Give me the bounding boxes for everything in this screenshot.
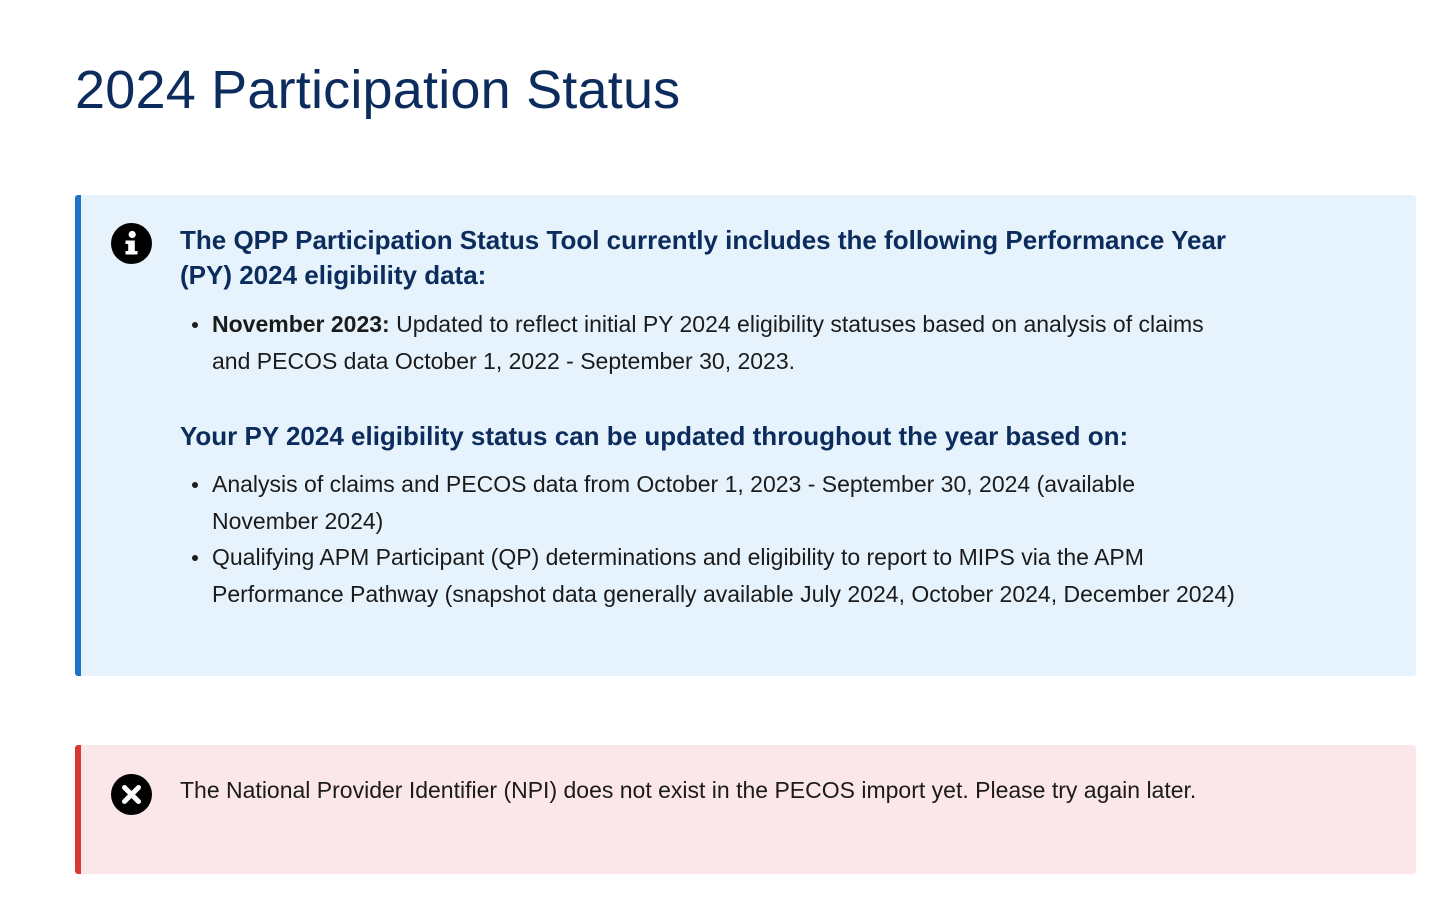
info-alert (75, 195, 1416, 676)
info-alert-subheading: Your PY 2024 eligibility status can be updated throughout the year based on: (180, 421, 1129, 451)
info-alert-heading: The QPP Participation Status Tool currently includes the following Performance Year (PY) 2024 eligibility data: (180, 225, 1227, 290)
list-item: Analysis of claims and PECOS data from October 1, 2023 - September 30, 2024 (available November 2024) (180, 466, 1240, 539)
eligibility-data-list (180, 306, 1240, 379)
list-item (180, 306, 1240, 379)
info-icon (111, 223, 152, 264)
error-alert-body (180, 772, 1240, 809)
error-alert (75, 745, 1416, 874)
list-item-label: November 2023: (212, 311, 390, 337)
info-alert-body (180, 223, 1240, 612)
list-item: Qualifying APM Participant (QP) determinations and eligibility to report to MIPS via the APM Performance Pathway (snapshot data generally available July 2024, October 2024, December 2024) (180, 539, 1240, 612)
page-title: 2024 Participation Status (75, 60, 681, 120)
eligibility-updates-list (180, 466, 1240, 612)
error-x-icon (111, 774, 152, 815)
list-item-text: Updated to reflect initial PY 2024 eligibility statuses based on analysis of claims and PECOS data October 1, 2022 - September 30, 2023. (212, 311, 1204, 374)
error-message: The National Provider Identifier (NPI) does not exist in the PECOS import yet. Please try again later. (180, 777, 1197, 803)
